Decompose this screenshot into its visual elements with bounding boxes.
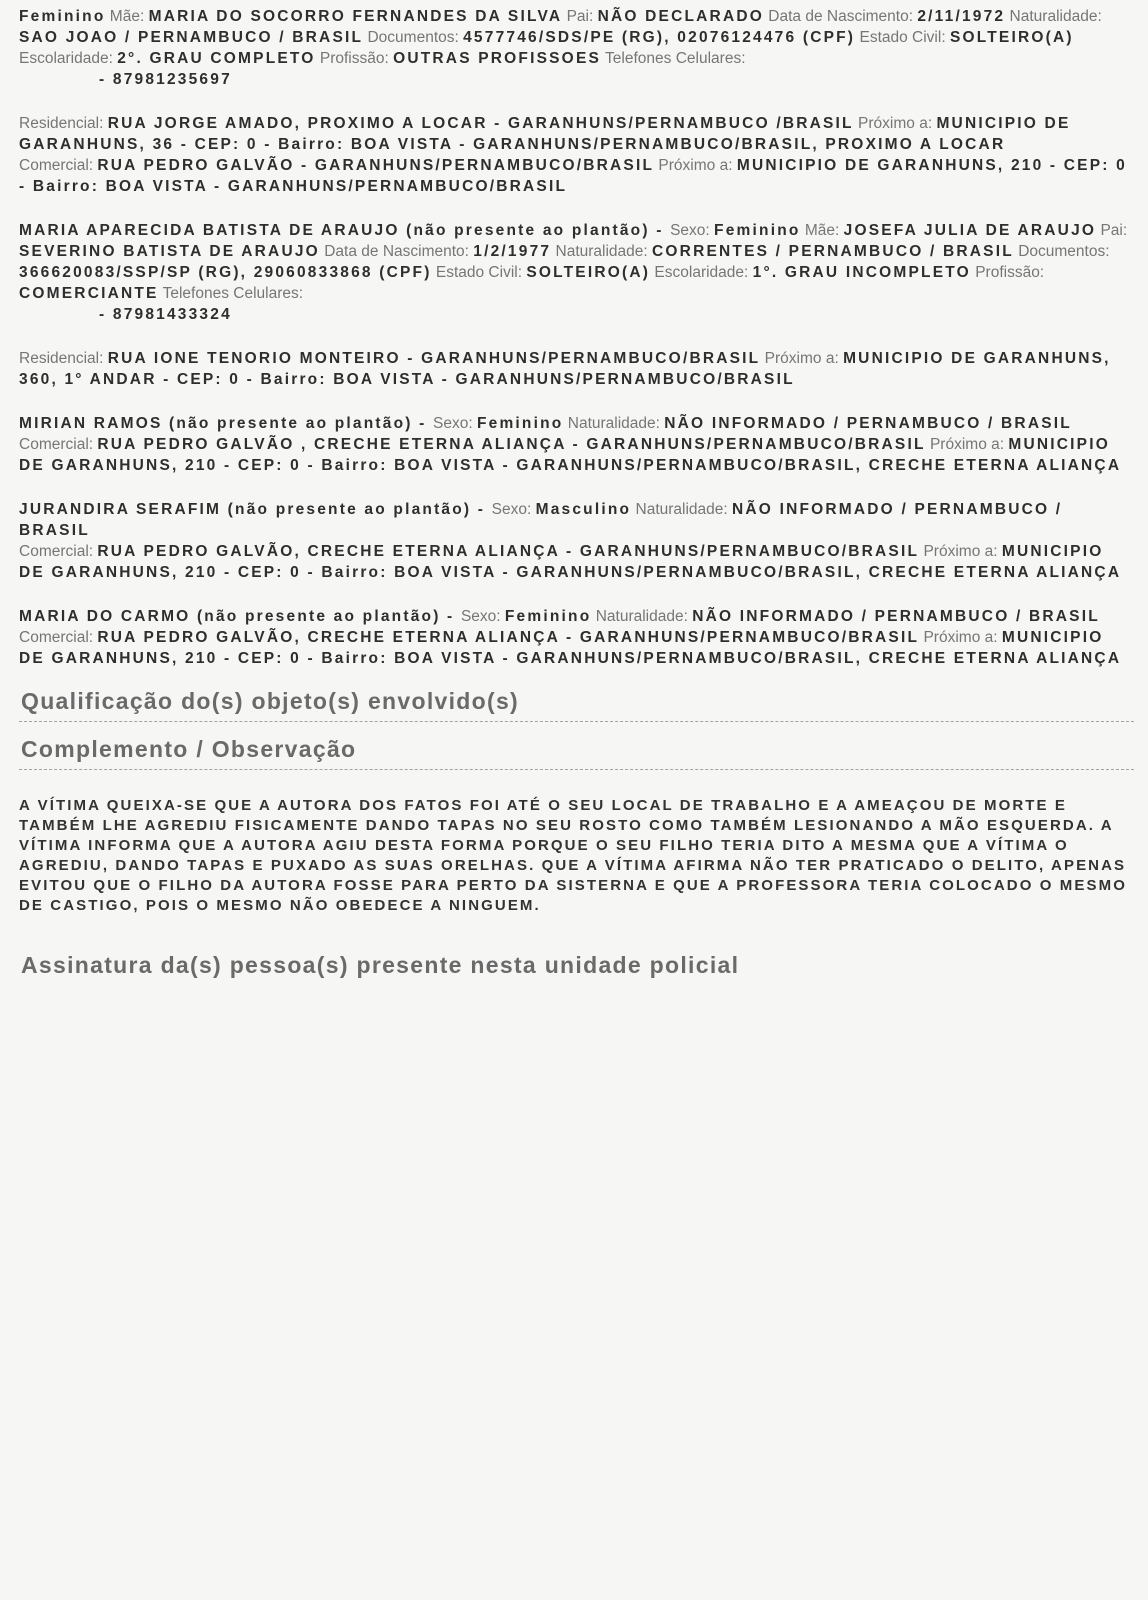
field-value: Feminino	[504, 608, 592, 625]
record-line	[19, 69, 1134, 90]
field-value: Feminino	[476, 415, 564, 432]
field-label: Próximo a:	[654, 157, 737, 174]
field-label: Profissão:	[315, 50, 394, 67]
field-label: Comercial:	[19, 157, 98, 174]
field-value: MIRIAN RAMOS (não presente ao plantão) -	[19, 415, 433, 432]
record-line	[19, 541, 1134, 583]
field-label: Telefones Celulares:	[158, 285, 304, 302]
field-label: Estado Civil:	[431, 264, 527, 281]
field-value: MARIA DO CARMO (não presente ao plantão) -	[19, 608, 461, 625]
field-label: Telefones Celulares:	[601, 50, 746, 67]
record-line	[19, 413, 1134, 434]
record-line	[19, 499, 1134, 541]
field-value: RUA PEDRO GALVÃO - GARANHUNS/PERNAMBUCO/BRASIL	[97, 157, 655, 174]
field-value: NÃO INFORMADO / PERNAMBUCO / BRASIL	[19, 501, 1063, 539]
field-label: Comercial:	[19, 629, 98, 646]
field-label: Profissão:	[970, 264, 1045, 281]
person-record-p1-addr	[19, 113, 1134, 197]
person-record-p2	[19, 220, 1134, 325]
record-line	[19, 304, 1134, 325]
field-label: Comercial:	[19, 436, 98, 453]
record-line	[19, 606, 1134, 627]
field-label: Próximo a:	[925, 436, 1009, 453]
field-label: Sexo:	[460, 608, 505, 625]
field-label: Escolaridade:	[19, 50, 118, 67]
field-label: Naturalidade:	[631, 501, 733, 518]
person-record-p3	[19, 413, 1134, 476]
field-label: Naturalidade:	[591, 608, 693, 625]
field-value: MARIA DO SOCORRO FERNANDES DA SILVA	[148, 8, 563, 25]
record-line	[19, 155, 1134, 197]
field-label: Próximo a:	[919, 543, 1002, 560]
record-line	[19, 6, 1134, 69]
field-value: Feminino	[19, 8, 106, 25]
field-value: 4577746/SDS/PE (RG), 02076124476 (CPF)	[463, 29, 856, 46]
person-record-p5	[19, 606, 1134, 669]
record-line	[19, 627, 1134, 669]
field-value: NÃO INFORMADO / PERNAMBUCO / BRASIL	[692, 608, 1100, 625]
field-value: SOLTEIRO(A)	[526, 264, 651, 281]
record-line	[19, 113, 1134, 155]
field-label: Residencial:	[19, 115, 108, 132]
field-value: RUA PEDRO GALVÃO, CRECHE ETERNA ALIANÇA - GARANHUNS/PERNAMBUCO/BRASIL	[97, 629, 920, 646]
field-value: SEVERINO BATISTA DE ARAUJO	[19, 243, 320, 260]
field-value: MUNICIPIO DE GARANHUNS, 210 - CEP: 0 - Bairro: BOA VISTA - GARANHUNS/PERNAMBUCO/BRASIL	[19, 157, 1127, 195]
field-value: MUNICIPIO DE GARANHUNS, 210 - CEP: 0 - Bairro: BOA VISTA - GARANHUNS/PERNAMBUCO/BRASIL, CRECHE ETERNA ALIANÇA	[19, 436, 1122, 474]
field-label: Próximo a:	[853, 115, 937, 132]
field-label: Naturalidade:	[563, 415, 665, 432]
person-record-p2-addr	[19, 348, 1134, 390]
field-label: Data de Nascimento:	[319, 243, 474, 260]
field-label: Documentos:	[363, 29, 464, 46]
observation-text: A VÍTIMA QUEIXA-SE QUE A AUTORA DOS FATOS FOI ATÉ O SEU LOCAL DE TRABALHO E A AMEAÇOU DE MORTE E TAMBÉM LHE AGREDIU FISICAMENTE DANDO TAPAS NO SEU ROSTO COMO TAMBÉM LESIONANDO A MÃO ESQUERDA. A VÍTIMA INFORMA QUE A AUTORA AGIU DESTA FORMA PORQUE O SEU FILHO TERIA DITO A MESMA QUE A VÍTIMA O AGREDIU, DANDO TAPAS E PUXADO AS SUAS ORELHAS. QUE A VÍTIMA AFIRMA NÃO TER PRATICADO O DELITO, APENAS EVITOU QUE O FILHO DA AUTORA FOSSE PARA PERTO DA SISTERNA E QUE A PROFESSORA TERIA COLOCADO O MESMO DE CASTIGO, POIS O MESMO NÃO OBEDECE A NINGUEM.	[19, 797, 1127, 914]
field-value: 366620083/SSP/SP (RG), 29060833868 (CPF)	[19, 264, 432, 281]
field-label: Próximo a:	[919, 629, 1002, 646]
field-label: Próximo a:	[760, 350, 844, 367]
observation-section-title: Complemento / Observação	[19, 734, 1134, 770]
field-label: Pai:	[562, 8, 598, 25]
field-value: RUA JORGE AMADO, PROXIMO A LOCAR - GARANHUNS/PERNAMBUCO /BRASIL	[107, 115, 854, 132]
field-label: Mãe:	[105, 8, 149, 25]
field-value: - 87981433324	[99, 306, 232, 323]
people-list	[19, 6, 1134, 669]
objects-section-title: Qualificação do(s) objeto(s) envolvido(s)	[19, 686, 1134, 722]
field-value: COMERCIANTE	[19, 285, 159, 302]
field-label: Mãe:	[800, 222, 844, 239]
field-value: RUA PEDRO GALVÃO , CRECHE ETERNA ALIANÇA - GARANHUNS/PERNAMBUCO/BRASIL	[97, 436, 926, 453]
field-value: SOLTEIRO(A)	[949, 29, 1074, 46]
record-line	[19, 348, 1134, 390]
record-line	[19, 220, 1134, 304]
field-value: Masculino	[535, 501, 632, 518]
field-label: Sexo:	[433, 415, 477, 432]
field-value: MUNICIPIO DE GARANHUNS, 36 - CEP: 0 - Bairro: BOA VISTA - GARANHUNS/PERNAMBUCO/BRASIL, PROXIMO A LOCAR	[19, 115, 1071, 153]
field-value: MUNICIPIO DE GARANHUNS, 360, 1° ANDAR - CEP: 0 - Bairro: BOA VISTA - GARANHUNS/PERNAMBUCO/BRASIL	[19, 350, 1111, 388]
person-record-p4	[19, 499, 1134, 583]
field-label: Sexo:	[491, 501, 536, 518]
record-line	[19, 434, 1134, 476]
field-label: Comercial:	[19, 543, 98, 560]
field-value: Feminino	[714, 222, 801, 239]
field-value: 1°. GRAU INCOMPLETO	[752, 264, 971, 281]
field-value: MUNICIPIO DE GARANHUNS, 210 - CEP: 0 - Bairro: BOA VISTA - GARANHUNS/PERNAMBUCO/BRASIL, CRECHE ETERNA ALIANÇA	[19, 629, 1122, 667]
field-value: NÃO INFORMADO / PERNAMBUCO / BRASIL	[664, 415, 1072, 432]
signature-section-title: Assinatura da(s) pessoa(s) presente nesta unidade policial	[21, 952, 740, 978]
field-value: OUTRAS PROFISSOES	[393, 50, 602, 67]
field-label: Naturalidade:	[1005, 8, 1102, 25]
field-label: Data de Nascimento:	[763, 8, 918, 25]
field-value: JURANDIRA SERAFIM (não presente ao plantão) -	[19, 501, 492, 518]
field-label: Residencial:	[19, 350, 108, 367]
field-label: Naturalidade:	[551, 243, 653, 260]
field-label: Sexo:	[670, 222, 715, 239]
field-label: Pai:	[1096, 222, 1128, 239]
field-value: 2/11/1972	[917, 8, 1006, 25]
field-value: CORRENTES / PERNAMBUCO / BRASIL	[652, 243, 1014, 260]
field-value: NÃO DECLARADO	[597, 8, 764, 25]
field-label: Estado Civil:	[855, 29, 950, 46]
field-label: Documentos:	[1013, 243, 1110, 260]
field-value: SAO JOAO / PERNAMBUCO / BRASIL	[19, 29, 364, 46]
field-label: Escolaridade:	[650, 264, 753, 281]
field-value: - 87981235697	[99, 71, 232, 88]
field-value: MARIA APARECIDA BATISTA DE ARAUJO (não presente ao plantão) -	[19, 222, 671, 239]
field-value: JOSEFA JULIA DE ARAUJO	[843, 222, 1097, 239]
field-value: 1/2/1977	[473, 243, 552, 260]
field-value: 2°. GRAU COMPLETO	[117, 50, 316, 67]
person-record-p1	[19, 6, 1134, 90]
field-value: RUA IONE TENORIO MONTEIRO - GARANHUNS/PERNAMBUCO/BRASIL	[107, 350, 761, 367]
field-value: MUNICIPIO DE GARANHUNS, 210 - CEP: 0 - Bairro: BOA VISTA - GARANHUNS/PERNAMBUCO/BRASIL, CRECHE ETERNA ALIANÇA	[19, 543, 1122, 581]
field-value: RUA PEDRO GALVÃO, CRECHE ETERNA ALIANÇA - GARANHUNS/PERNAMBUCO/BRASIL	[97, 543, 920, 560]
